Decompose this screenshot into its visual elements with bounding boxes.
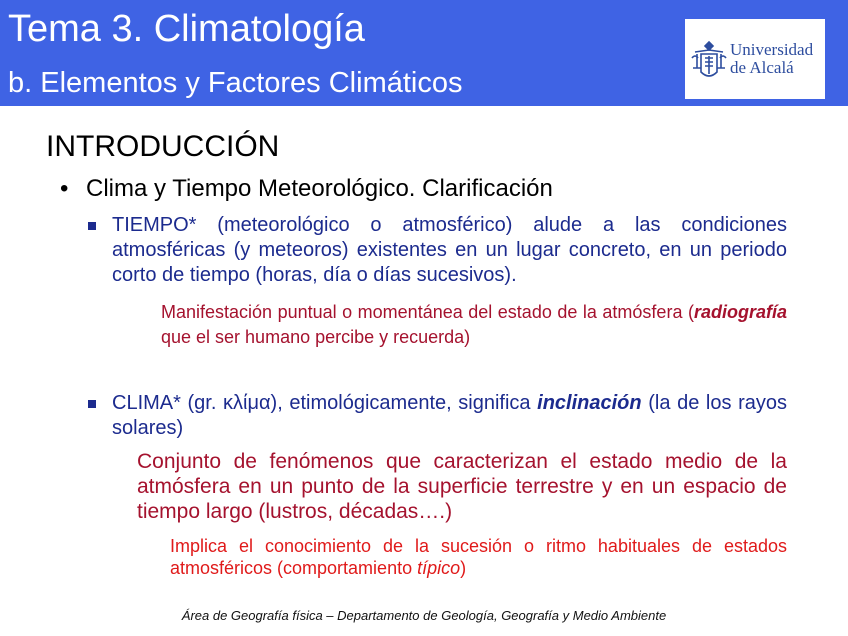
square-bullet-icon [88,222,96,230]
tiempo-note-text: Manifestación puntual o momentánea del estado de la atmósfera ( [161,302,694,322]
main-bullet-text: Clima y Tiempo Meteorológico. Clarificación [86,175,553,202]
clima-implication-emphasis: típico [417,558,461,578]
main-bullet [60,175,553,203]
slide-header [0,0,848,106]
section-heading: INTRODUCCIÓN [46,130,280,163]
clima-definition [112,391,787,441]
university-crest-icon [689,38,729,82]
slide-title: Tema 3. Climatología [8,8,365,50]
clima-text-end: (la de los rayos solares) [112,392,787,439]
tiempo-note [161,300,787,350]
university-name-line1: Universidad [730,40,814,59]
tiempo-definition: TIEMPO* (meteorológico o atmosférico) alude a las condiciones atmosféricas (y meteoros) existentes en un lugar concreto, en un periodo corto de tiempo (horas, día o días sucesivos). [112,214,787,286]
clima-text: CLIMA* (gr. κλίμα), etimológicamente, significa [112,392,538,414]
university-name [730,41,813,77]
tiempo-note-text-end: que el ser humano percibe y recuerda) [161,327,471,347]
clima-implication-text-end: ) [460,558,467,578]
clima-implication [170,535,787,579]
slide-footer: Área de Geografía física – Departamento de Geología, Geografía y Medio Ambiente [181,608,667,623]
clima-description: Conjunto de fenómenos que caracterizan el estado medio de la atmósfera en un punto de la superficie terrestre y en un espacio de tiempo largo (lustros, décadas….) [137,450,787,523]
tiempo-note-emphasis: radiografía [693,302,787,322]
university-logo [685,19,825,99]
clima-emphasis: inclinación [537,392,642,414]
university-name-line2: de Alcalá [730,58,794,77]
square-bullet-icon [88,400,96,408]
clima-implication-text: Implica el conocimiento de la sucesión o ritmo habituales de estados atmosféricos (comportamiento [170,536,787,578]
slide-subtitle: b. Elementos y Factores Climáticos [8,67,463,99]
bullet-dot-icon: • [60,175,69,202]
